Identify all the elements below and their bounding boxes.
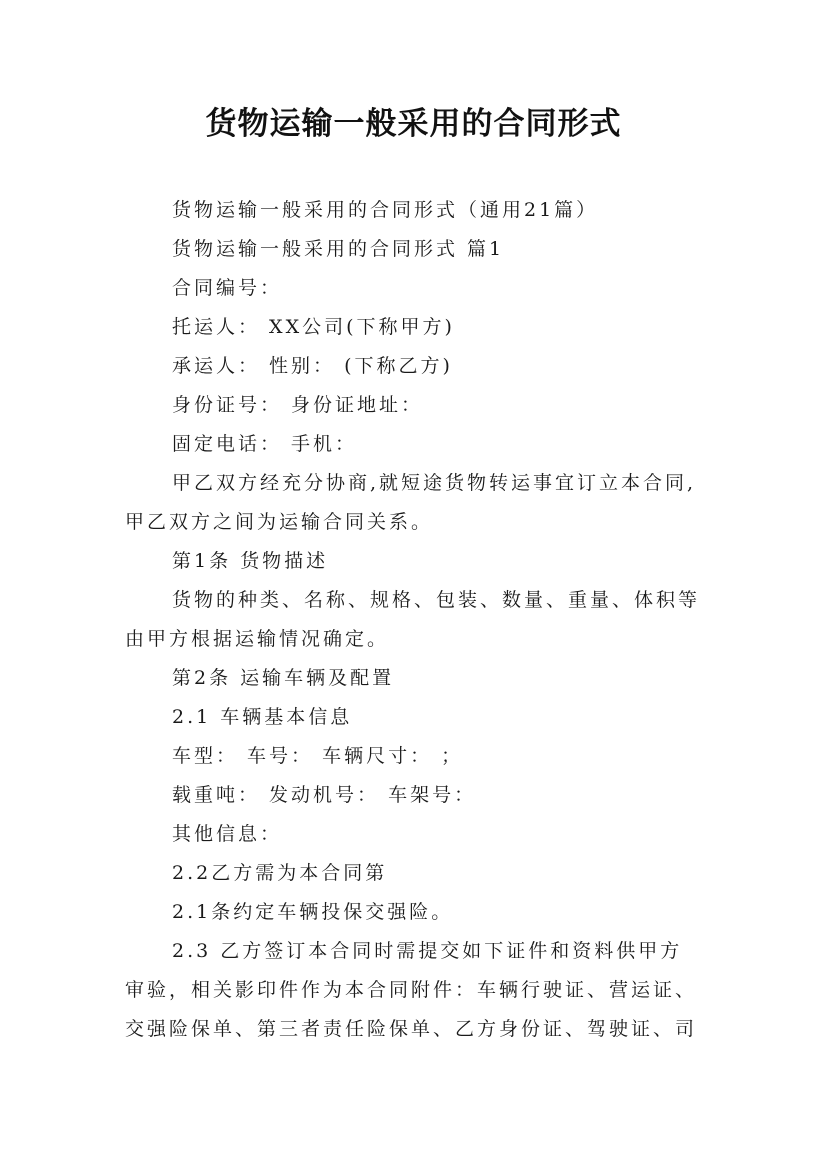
- paragraph-line: 甲乙双方之间为运输合同关系。: [125, 511, 434, 533]
- clause-2-3-line: 2.3 乙方签订本合同时需提交如下证件和资料供甲方: [172, 940, 683, 962]
- contract-number-line: 合同编号：: [172, 277, 283, 299]
- clause-2-2-line: 2.2乙方需为本合同第: [172, 862, 388, 884]
- page-title: 货物运输一般采用的合同形式: [205, 106, 622, 142]
- vehicle-info-line: 载重吨： 发动机号： 车架号：: [172, 784, 477, 806]
- paragraph-line: 由甲方根据运输情况确定。: [125, 628, 390, 650]
- doc-section-title: 货物运输一般采用的合同形式 篇1: [172, 238, 505, 260]
- shipper-line: 托运人： XX公司(下称甲方): [172, 316, 455, 338]
- other-info-line: 其他信息：: [172, 823, 283, 845]
- paragraph-line: 交强险保单、第三者责任险保单、乙方身份证、驾驶证、司: [125, 1018, 698, 1040]
- paragraph-line: 货物的种类、名称、规格、包装、数量、重量、体积等: [172, 589, 701, 611]
- id-line: 身份证号： 身份证地址：: [172, 394, 424, 416]
- paragraph-line: 甲乙双方经充分协商,就短途货物转运事宜订立本合同,: [172, 472, 697, 494]
- vehicle-info-line: 车型： 车号： 车辆尺寸： ；: [172, 745, 464, 767]
- paragraph-line: 审验，相关影印件作为本合同附件：车辆行驶证、营运证、: [125, 979, 698, 1001]
- clause-2-1-heading: 2.1 车辆基本信息: [172, 706, 353, 728]
- article-1-heading: 第1条 货物描述: [172, 550, 329, 572]
- clause-2-2-line: 2.1条约定车辆投保交强险。: [172, 901, 454, 923]
- doc-heading-general: 货物运输一般采用的合同形式（通用21篇）: [172, 199, 599, 221]
- carrier-line: 承运人： 性别： (下称乙方): [172, 355, 453, 377]
- article-2-heading: 第2条 运输车辆及配置: [172, 667, 395, 689]
- phone-line: 固定电话： 手机：: [172, 433, 358, 455]
